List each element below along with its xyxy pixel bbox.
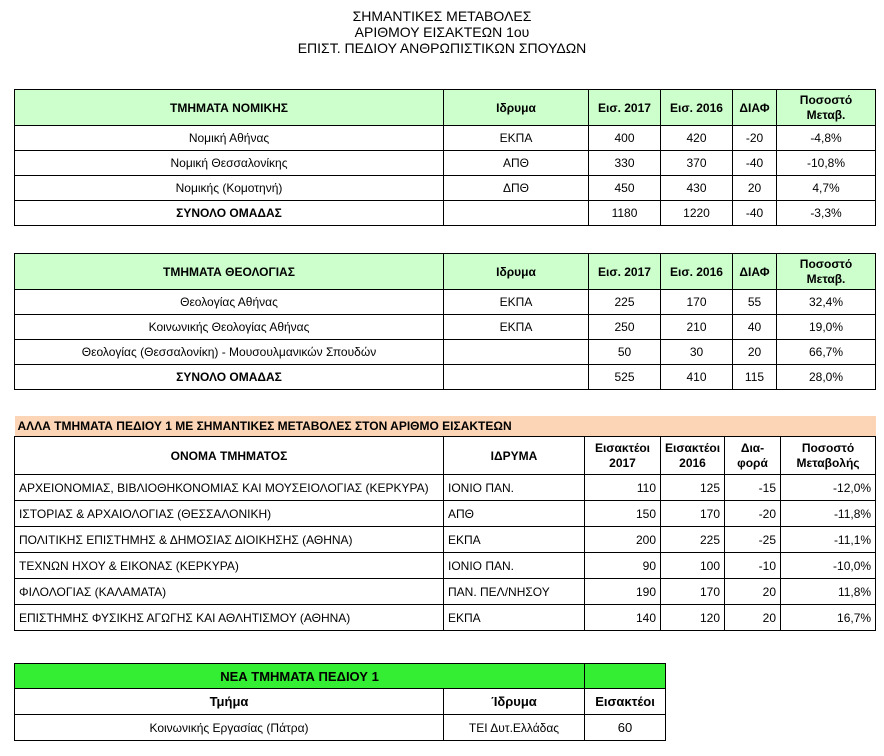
- row-2016: 125: [661, 475, 725, 501]
- row-2016: 170: [661, 579, 725, 605]
- other-banner-row: [15, 416, 876, 437]
- row-name: ΑΡΧΕΙΟΝΟΜΙΑΣ, ΒΙΒΛΙΟΘΗΚΟΝΟΜΙΑΣ ΚΑΙ ΜΟΥΣΕΙΟΛΟΓΙΑΣ (ΚΕΡΚΥΡΑ): [15, 475, 444, 501]
- row-2017: 330: [589, 151, 661, 176]
- row-inst: ΕΚΠΑ: [444, 290, 589, 315]
- row-name: Νομική Θεσσαλονίκης: [15, 151, 444, 176]
- row-2016: 30: [661, 340, 733, 365]
- row-inst: ΤΕΙ Δυτ.Ελλάδας: [444, 715, 585, 741]
- total-label: ΣΥΝΟΛΟ ΟΜΑΔΑΣ: [15, 201, 444, 226]
- total-2017: 1180: [589, 201, 661, 226]
- row-diff: -20: [733, 126, 777, 151]
- row-2016: 100: [661, 553, 725, 579]
- row-pct: -11,8%: [781, 501, 876, 527]
- other-header-2017-b: 2017: [609, 455, 636, 470]
- theology-header-pct-2: Μεταβ.: [806, 271, 846, 286]
- law-header-diff: ΔΙΑΦ: [733, 90, 777, 126]
- row-inst: ΕΚΠΑ: [444, 126, 589, 151]
- law-total-row: [15, 201, 876, 226]
- row-2017: 225: [589, 290, 661, 315]
- row-diff: 40: [733, 315, 777, 340]
- row-diff: 55: [733, 290, 777, 315]
- total-2016: 410: [661, 365, 733, 390]
- theology-header-pct-1: Ποσοστό: [799, 256, 853, 271]
- row-pct: -11,1%: [781, 527, 876, 553]
- row-inst: ΕΚΠΑ: [444, 527, 585, 553]
- row-diff: 20: [733, 176, 777, 201]
- other-header-diff: [725, 437, 781, 475]
- law-header-pct-2: Μεταβ.: [806, 107, 846, 122]
- table-row: [15, 176, 876, 201]
- other-header-2017-a: Εισακτέοι: [594, 440, 651, 455]
- law-header-pct-1: Ποσοστό: [799, 92, 853, 107]
- total-diff: 115: [733, 365, 777, 390]
- other-header-pct-a: Ποσοστό: [801, 440, 855, 455]
- table-row: [15, 151, 876, 176]
- row-diff: -15: [725, 475, 781, 501]
- row-name: ΕΠΙΣΤΗΜΗΣ ΦΥΣΙΚΗΣ ΑΓΩΓΗΣ ΚΑΙ ΑΘΛΗΤΙΣΜΟΥ (ΑΘΗΝΑ): [15, 605, 444, 631]
- theology-header-2017: Εισ. 2017: [589, 254, 661, 290]
- row-2017: 190: [585, 579, 661, 605]
- total-2017: 525: [589, 365, 661, 390]
- theology-header-inst: Ιδρυμα: [444, 254, 589, 290]
- table-row: [15, 527, 876, 553]
- other-header-row: [15, 437, 876, 475]
- other-banner: ΑΛΛΑ ΤΜΗΜΑΤΑ ΠΕΔΙΟΥ 1 ΜΕ ΣΗΜΑΝΤΙΚΕΣ ΜΕΤΑΒΟΛΕΣ ΣΤΟΝ ΑΡΙΘΜΟ ΕΙΣΑΚΤΕΩΝ: [15, 416, 876, 437]
- title-line-2: ΑΡΙΘΜΟΥ ΕΙΣΑΚΤΕΩΝ 1ου: [354, 24, 530, 40]
- row-diff: 20: [733, 340, 777, 365]
- row-inst: ΔΠΘ: [444, 176, 589, 201]
- row-2016: 120: [661, 605, 725, 631]
- table-row: [15, 340, 876, 365]
- row-inst: [444, 340, 589, 365]
- row-inst: ΙΟΝΙΟ ΠΑΝ.: [444, 475, 585, 501]
- other-header-2016-b: 2016: [679, 455, 706, 470]
- row-pct: 32,4%: [777, 290, 876, 315]
- row-inst: ΑΠΘ: [444, 151, 589, 176]
- row-name: ΠΟΛΙΤΙΚΗΣ ΕΠΙΣΤΗΜΗΣ & ΔΗΜΟΣΙΑΣ ΔΙΟΙΚΗΣΗΣ (ΑΘΗΝΑ): [15, 527, 444, 553]
- other-header-inst: ΙΔΡΥΜΑ: [444, 437, 585, 475]
- row-pct: -10,8%: [777, 151, 876, 176]
- law-header-pct: [777, 90, 876, 126]
- page-title: [0, 8, 884, 56]
- law-header-2017: Εισ. 2017: [589, 90, 661, 126]
- row-name: Κοινωνικής Θεολογίας Αθήνας: [15, 315, 444, 340]
- row-pct: 19,0%: [777, 315, 876, 340]
- row-2016: 430: [661, 176, 733, 201]
- row-2016: 210: [661, 315, 733, 340]
- theology-header-2016: Εισ. 2016: [661, 254, 733, 290]
- other-departments-table: [14, 416, 876, 631]
- row-2016: 170: [661, 290, 733, 315]
- row-inst: ΕΚΠΑ: [444, 605, 585, 631]
- title-line-3: ΕΠΙΣΤ. ΠΕΔΙΟΥ ΑΝΘΡΩΠΙΣΤΙΚΩΝ ΣΠΟΥΔΩΝ: [297, 40, 587, 56]
- total-pct: -3,3%: [777, 201, 876, 226]
- table-row: [15, 579, 876, 605]
- row-2017: 110: [585, 475, 661, 501]
- row-2017: 250: [589, 315, 661, 340]
- row-2016: 225: [661, 527, 725, 553]
- row-2017: 150: [585, 501, 661, 527]
- row-2017: 450: [589, 176, 661, 201]
- new-header-inst: Ίδρυμα: [444, 689, 585, 715]
- row-count: 60: [585, 715, 666, 741]
- table-row: [15, 475, 876, 501]
- total-diff: -40: [733, 201, 777, 226]
- theology-header-pct: [777, 254, 876, 290]
- row-2016: 370: [661, 151, 733, 176]
- row-inst: ΕΚΠΑ: [444, 315, 589, 340]
- table-row: [15, 553, 876, 579]
- law-header-inst: Ιδρυμα: [444, 90, 589, 126]
- row-name: Νομικής (Κομοτηνή): [15, 176, 444, 201]
- table-row: [15, 126, 876, 151]
- other-header-2016: [661, 437, 725, 475]
- total-label: ΣΥΝΟΛΟ ΟΜΑΔΑΣ: [15, 365, 444, 390]
- row-pct: -10,0%: [781, 553, 876, 579]
- table-row: [15, 315, 876, 340]
- row-pct: 11,8%: [781, 579, 876, 605]
- row-diff: -10: [725, 553, 781, 579]
- table-row: [15, 501, 876, 527]
- row-name: Θεολογίας (Θεσσαλονίκη) - Μουσουλμανικών Σπουδών: [15, 340, 444, 365]
- law-header-row: [15, 90, 876, 126]
- new-banner: ΝΕΑ ΤΜΗΜΑΤΑ ΠΕΔΙΟΥ 1: [15, 664, 585, 689]
- row-diff: -20: [725, 501, 781, 527]
- row-name: ΦΙΛΟΛΟΓΙΑΣ (ΚΑΛΑΜΑΤΑ): [15, 579, 444, 605]
- table-row: [15, 290, 876, 315]
- row-name: Κοινωνικής Εργασίας (Πάτρα): [15, 715, 444, 741]
- row-2017: 90: [585, 553, 661, 579]
- law-table: [14, 89, 876, 226]
- row-name: ΙΣΤΟΡΙΑΣ & ΑΡΧΑΙΟΛΟΓΙΑΣ (ΘΕΣΣΑΛΟΝΙΚΗ): [15, 501, 444, 527]
- row-inst: ΙΟΝΙΟ ΠΑΝ.: [444, 553, 585, 579]
- row-inst: ΑΠΘ: [444, 501, 585, 527]
- total-inst: [444, 201, 589, 226]
- other-header-pct-b: Μεταβολής: [796, 455, 860, 470]
- row-pct: 66,7%: [777, 340, 876, 365]
- table-row: [15, 715, 666, 741]
- row-pct: 4,7%: [777, 176, 876, 201]
- total-pct: 28,0%: [777, 365, 876, 390]
- theology-total-row: [15, 365, 876, 390]
- new-header-name: Τμήμα: [15, 689, 444, 715]
- row-diff: 20: [725, 579, 781, 605]
- row-2017: 140: [585, 605, 661, 631]
- total-inst: [444, 365, 589, 390]
- total-2016: 1220: [661, 201, 733, 226]
- row-name: Θεολογίας Αθήνας: [15, 290, 444, 315]
- title-line-1: ΣΗΜΑΝΤΙΚΕΣ ΜΕΤΑΒΟΛΕΣ: [352, 8, 532, 24]
- row-name: Νομική Αθήνας: [15, 126, 444, 151]
- other-header-2016-a: Εισακτέοι: [665, 440, 721, 455]
- row-diff: -25: [725, 527, 781, 553]
- law-header-name: ΤΜΗΜΑΤΑ ΝΟΜΙΚΗΣ: [15, 90, 444, 126]
- theology-header-row: [15, 254, 876, 290]
- row-diff: -40: [733, 151, 777, 176]
- row-pct: 16,7%: [781, 605, 876, 631]
- other-header-name: ΟΝΟΜΑ ΤΜΗΜΑΤΟΣ: [15, 437, 444, 475]
- other-header-diff-b: φορά: [737, 455, 768, 470]
- other-header-diff-a: Δια-: [740, 440, 765, 455]
- row-2017: 200: [585, 527, 661, 553]
- new-banner-row: [15, 664, 666, 689]
- row-pct: -12,0%: [781, 475, 876, 501]
- other-header-pct: [781, 437, 876, 475]
- row-pct: -4,8%: [777, 126, 876, 151]
- row-2017: 50: [589, 340, 661, 365]
- theology-table: [14, 253, 876, 390]
- new-header-row: [15, 689, 666, 715]
- table-row: [15, 605, 876, 631]
- new-departments-table: [14, 663, 666, 741]
- new-header-count: Εισακτέοι: [585, 689, 666, 715]
- theology-header-name: ΤΜΗΜΑΤΑ ΘΕΟΛΟΓΙΑΣ: [15, 254, 444, 290]
- new-banner-blank: [585, 664, 666, 689]
- row-2016: 170: [661, 501, 725, 527]
- row-diff: 20: [725, 605, 781, 631]
- row-name: ΤΕΧΝΩΝ ΗΧΟΥ & ΕΙΚΟΝΑΣ (ΚΕΡΚΥΡΑ): [15, 553, 444, 579]
- row-inst: ΠΑΝ. ΠΕΛ/ΝΗΣΟΥ: [444, 579, 585, 605]
- theology-header-diff: ΔΙΑΦ: [733, 254, 777, 290]
- row-2016: 420: [661, 126, 733, 151]
- law-header-2016: Εισ. 2016: [661, 90, 733, 126]
- other-header-2017: [585, 437, 661, 475]
- row-2017: 400: [589, 126, 661, 151]
